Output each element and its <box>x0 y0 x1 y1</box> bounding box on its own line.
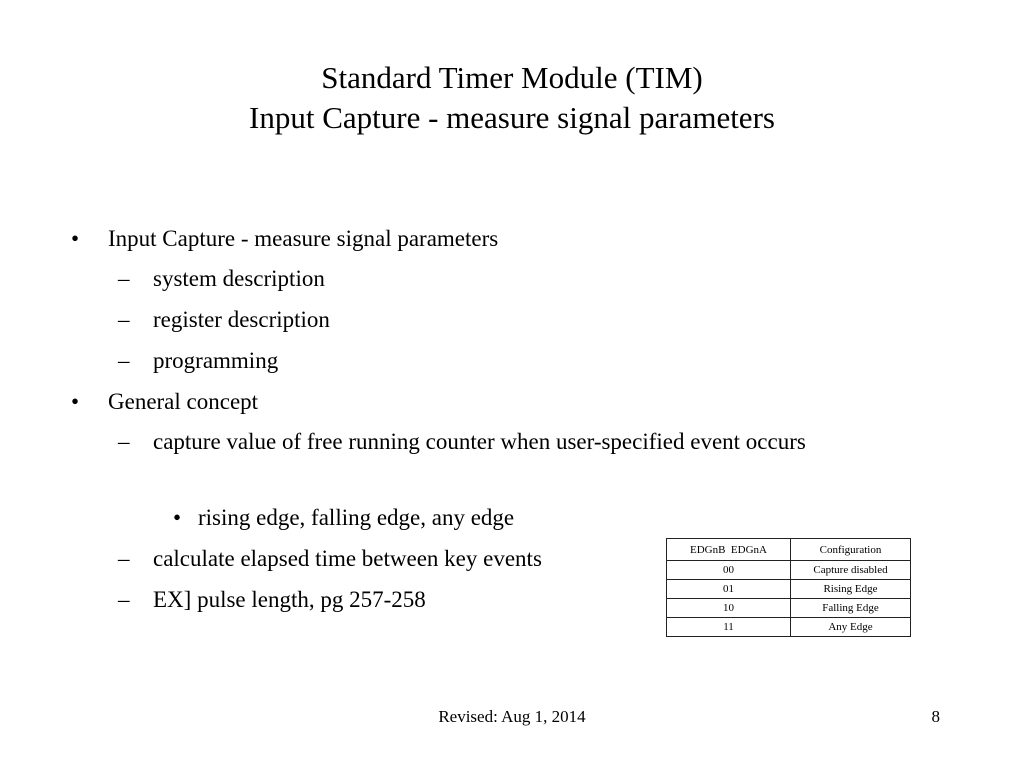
bullet-item <box>71 222 499 256</box>
sub-bullet-item <box>118 303 330 337</box>
table-cell-config: Any Edge <box>790 618 910 637</box>
sub-bullet-text: EX] pulse length, pg 257-258 <box>153 587 426 612</box>
bullet-text: General concept <box>108 389 259 414</box>
sub-bullet-text: system description <box>153 266 325 291</box>
table-cell-bits: 11 <box>667 618 791 637</box>
table-header-row <box>667 539 911 561</box>
table-cell-bits: 00 <box>667 561 791 580</box>
bullet-text: Input Capture - measure signal parameters <box>108 226 499 251</box>
footer-revised-date: Revised: Aug 1, 2014 <box>438 707 586 726</box>
table-row <box>667 561 911 580</box>
slide-title-line-2: Input Capture - measure signal parameters <box>249 100 775 135</box>
bullet-marker: • <box>71 226 80 251</box>
sub-bullet-item <box>118 344 279 378</box>
table-cell-config: Rising Edge <box>790 580 910 599</box>
dash-marker: – <box>118 348 130 373</box>
dash-marker: – <box>118 546 130 571</box>
slide-title-line-1: Standard Timer Module (TIM) <box>321 60 703 95</box>
bullet-item <box>71 385 259 419</box>
table-header-configuration: Configuration <box>790 539 910 561</box>
slide-page-number: 8 <box>931 707 940 726</box>
table-cell-bits: 10 <box>667 599 791 618</box>
bullet-marker: • <box>71 389 80 414</box>
dash-marker: – <box>118 429 130 454</box>
sub-bullet-text: register description <box>153 307 330 332</box>
sub-bullet-item <box>118 542 542 576</box>
table-row <box>667 618 911 637</box>
edge-configuration-table <box>666 538 911 637</box>
sub-bullet-text: calculate elapsed time between key events <box>153 546 542 571</box>
table-cell-config: Capture disabled <box>790 561 910 580</box>
dash-marker: – <box>118 307 130 332</box>
dash-marker: – <box>118 266 130 291</box>
table-row <box>667 599 911 618</box>
table-row <box>667 580 911 599</box>
sub-bullet-item <box>118 425 893 459</box>
dash-marker: – <box>118 587 130 612</box>
sub-sub-bullet-text: rising edge, falling edge, any edge <box>198 505 515 530</box>
bullet-marker: • <box>173 505 182 530</box>
table-header-edg-bits: EDGnB EDGnA <box>667 539 791 561</box>
sub-bullet-item <box>118 262 325 296</box>
table-cell-bits: 01 <box>667 580 791 599</box>
sub-bullet-text: programming <box>153 348 279 373</box>
table-cell-config: Falling Edge <box>790 599 910 618</box>
sub-bullet-text: capture value of free running counter when user-specified event occurs <box>153 429 806 454</box>
sub-sub-bullet-item <box>173 501 515 535</box>
sub-bullet-item <box>118 583 426 617</box>
